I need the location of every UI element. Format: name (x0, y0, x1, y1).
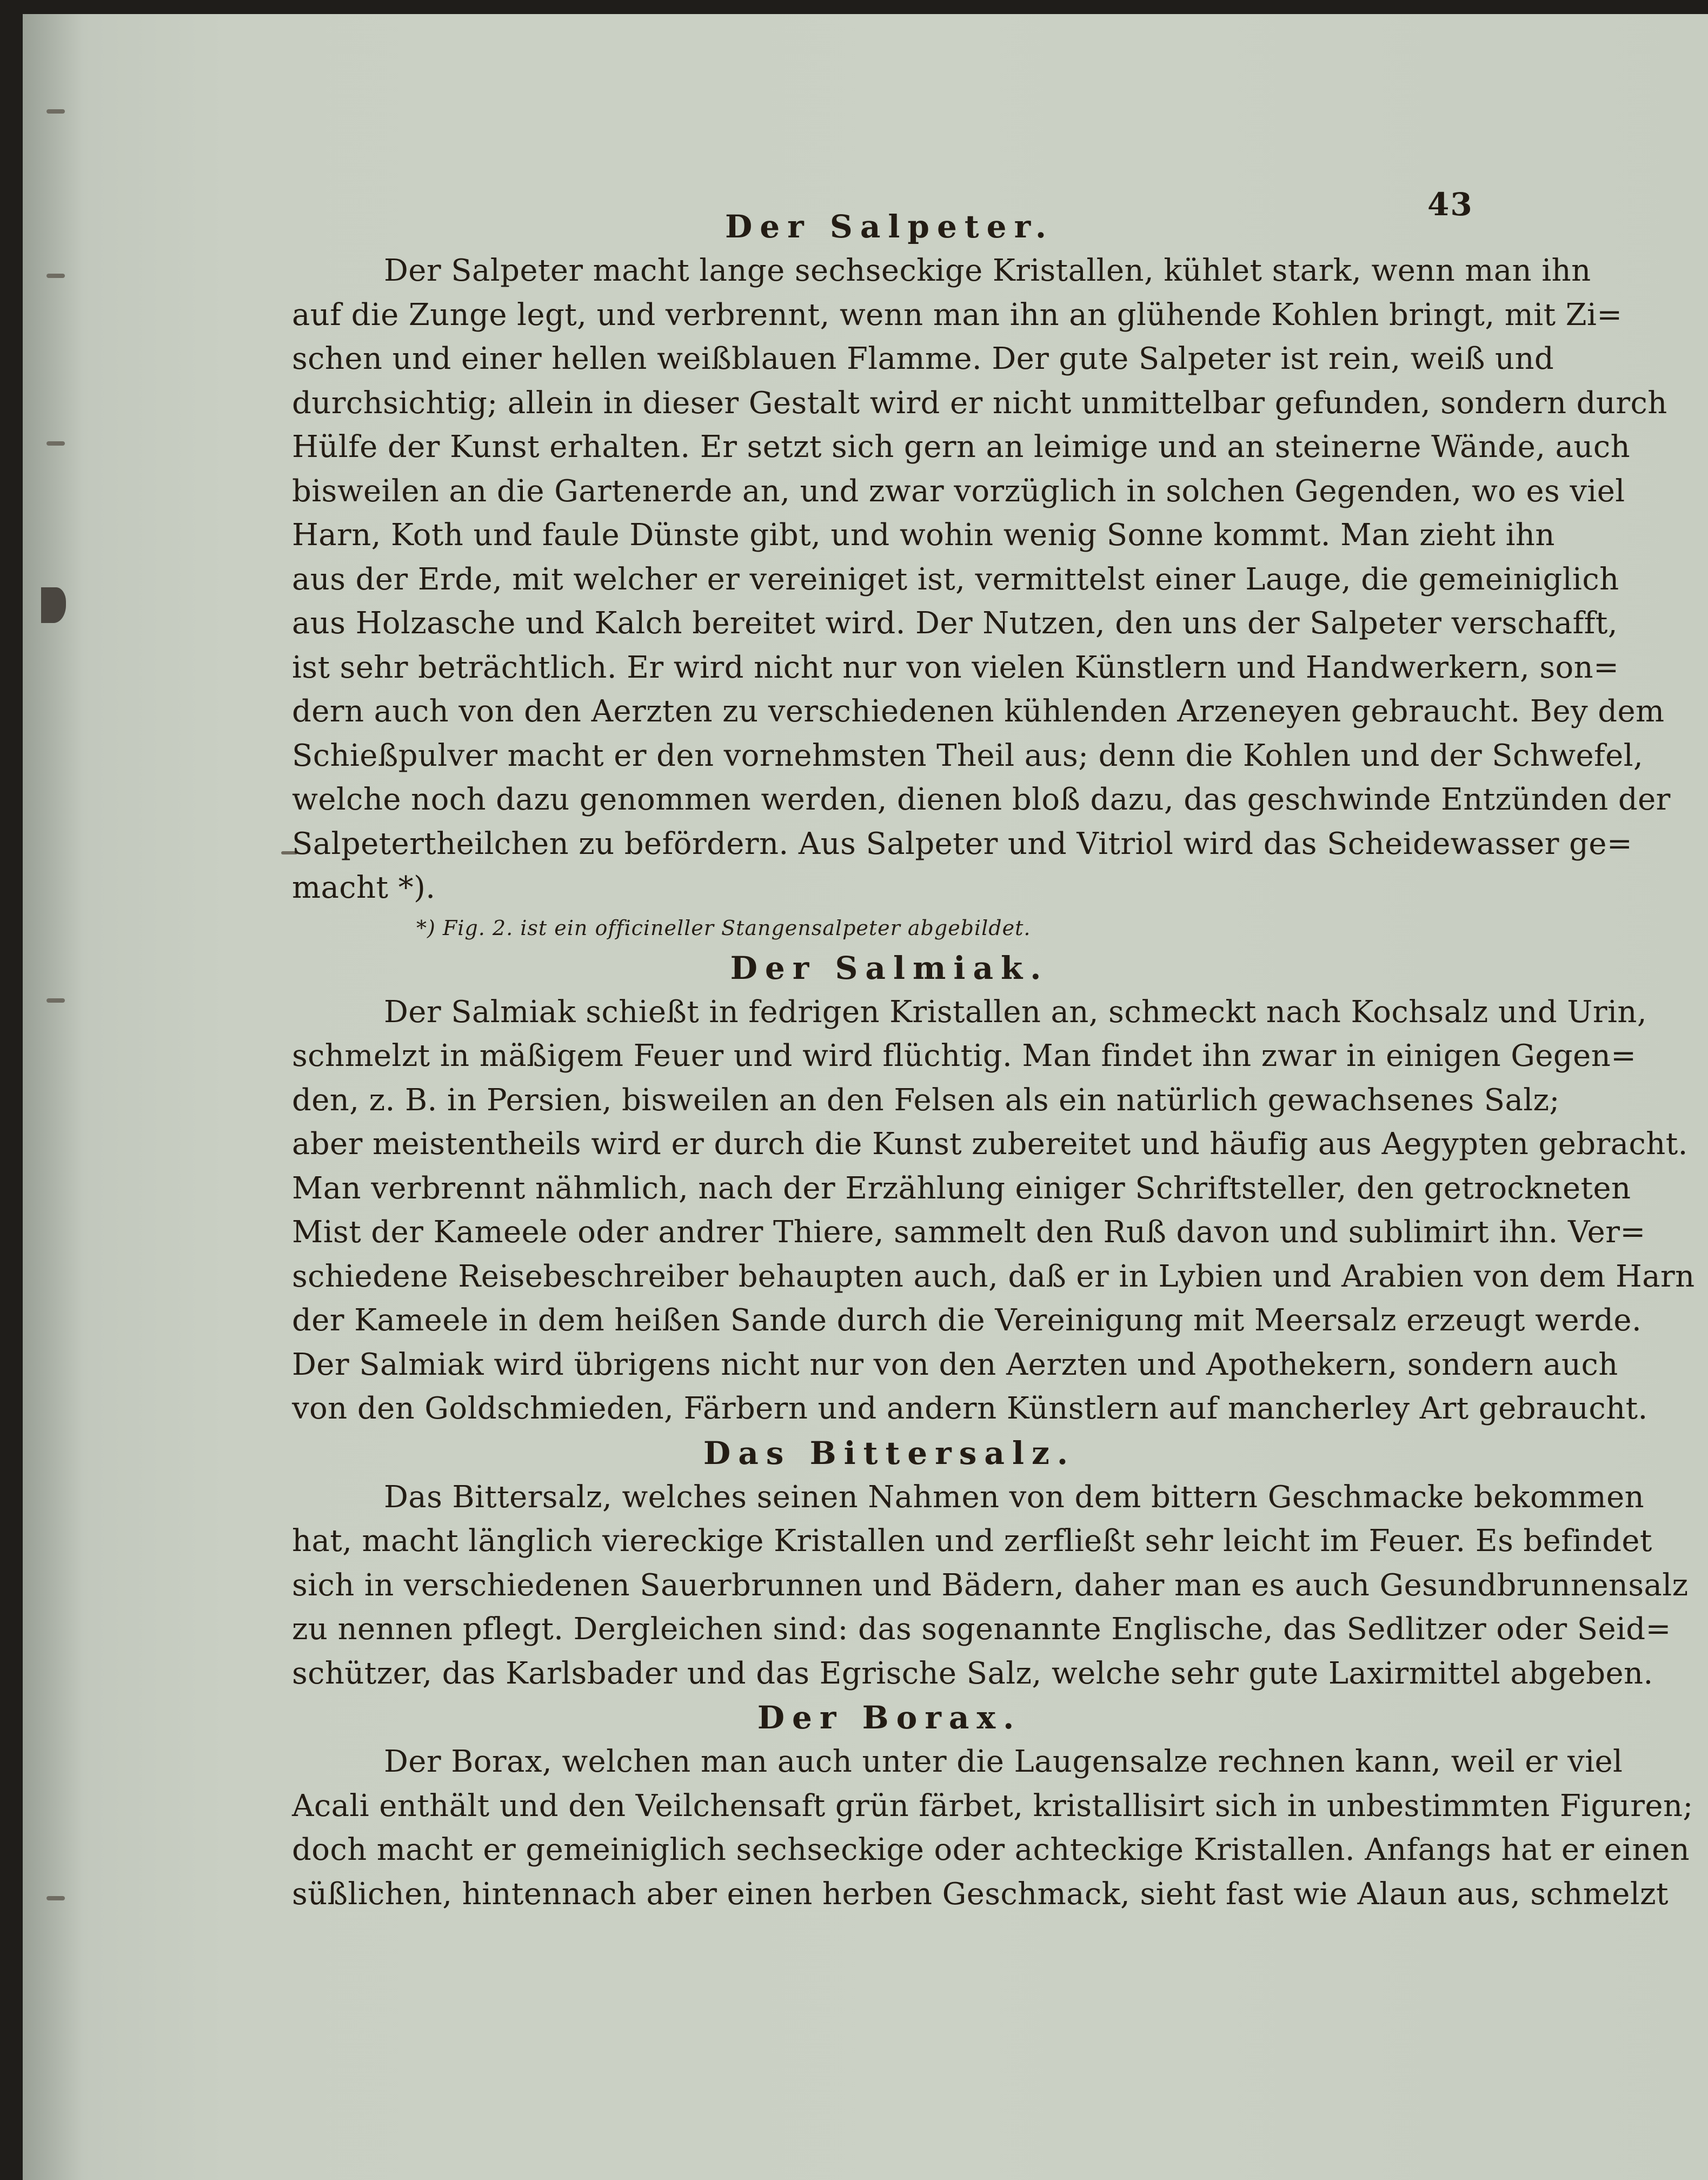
text-line: schen und einer hellen weißblauen Flamme. Der gute Salpeter ist rein, weiß und (292, 341, 1554, 376)
text-line: süßlichen, hintennach aber einen herben Geschmack, sieht fast wie Alaun aus, schmelzt (292, 1876, 1669, 1912)
binding-stitch (46, 441, 65, 446)
text-line: Acali enthält und den Veilchensaft grün färbet, kristallisirt sich in unbestimmten Figuren; (292, 1788, 1693, 1824)
page-number: 43 (1427, 186, 1473, 223)
text-line: ist sehr beträchtlich. Er wird nicht nur von vielen Künstlern und Handwerkern, son= (292, 650, 1619, 685)
binding-stitch (46, 109, 65, 114)
text-line: durchsichtig; allein in dieser Gestalt wird er nicht unmittelbar gefunden, sondern durch (292, 385, 1667, 421)
text-line: den, z. B. in Persien, bisweilen an den Felsen als ein natürlich gewachsenes Salz; (292, 1082, 1560, 1118)
text-line: dern auch von den Aerzten zu verschiedenen kühlenden Arzeneyen gebraucht. Bey dem (292, 694, 1665, 729)
binding-stitch (46, 274, 65, 278)
binding-stitch (46, 998, 65, 1003)
text-line: Hülfe der Kunst erhalten. Er setzt sich gern an leimige und an steinerne Wände, auch (292, 429, 1631, 465)
section-heading-salpeter: Der Salpeter. (725, 208, 1054, 245)
text-line: der Kameele in dem heißen Sande durch die Vereinigung mit Meersalz erzeugt werde. (292, 1303, 1642, 1338)
text-line: aus Holzasche und Kalch bereitet wird. Der Nutzen, den uns der Salpeter verschafft, (292, 606, 1618, 641)
text-line: Salpetertheilchen zu befördern. Aus Salpeter und Vitriol wird das Scheidewasser ge= (292, 826, 1633, 862)
text-line: welche noch dazu genommen werden, dienen bloß dazu, das geschwinde Entzünden der (292, 782, 1671, 817)
footnote: *) Fig. 2. ist ein officineller Stangensalpeter abgebildet. (416, 916, 1031, 940)
text-line: Der Salmiak schießt in fedrigen Kristallen an, schmeckt nach Kochsalz und Urin, (384, 994, 1647, 1030)
binding-tear (41, 587, 66, 623)
book-page (23, 14, 1708, 2180)
text-line: Der Salmiak wird übrigens nicht nur von den Aerzten und Apothekern, sondern auch (292, 1347, 1618, 1382)
text-line: doch macht er gemeiniglich sechseckige oder achteckige Kristallen. Anfangs hat er einen (292, 1832, 1690, 1867)
binding-shadow (23, 14, 82, 2180)
text-line: macht *). (292, 870, 436, 905)
text-line: aus der Erde, mit welcher er vereiniget ist, vermittelst einer Lauge, die gemeiniglich (292, 561, 1619, 597)
text-line: von den Goldschmieden, Färbern und andern Künstlern auf mancherley Art gebraucht. (292, 1391, 1648, 1426)
text-line: sich in verschiedenen Sauerbrunnen und Bädern, daher man es auch Gesundbrunnensalz (292, 1567, 1689, 1603)
text-line: hat, macht länglich viereckige Kristallen und zerfließt sehr leicht im Feuer. Es befindet (292, 1523, 1652, 1559)
text-line: Harn, Koth und faule Dünste gibt, und wohin wenig Sonne kommt. Man zieht ihn (292, 518, 1555, 553)
section-heading-salmiak: Der Salmiak. (730, 949, 1049, 986)
text-line: Der Salpeter macht lange sechseckige Kristallen, kühlet stark, wenn man ihn (384, 253, 1591, 288)
text-line: schiedene Reisebeschreiber behaupten auch, daß er in Lybien und Arabien von dem Harn (292, 1258, 1695, 1294)
text-line: Der Borax, welchen man auch unter die Laugensalze rechnen kann, weil er viel (384, 1744, 1623, 1779)
text-line: schmelzt in mäßigem Feuer und wird flüchtig. Man findet ihn zwar in einigen Gegen= (292, 1038, 1637, 1074)
text-line: zu nennen pflegt. Dergleichen sind: das sogenannte Englische, das Sedlitzer oder Seid= (292, 1612, 1671, 1647)
section-heading-borax: Der Borax. (757, 1699, 1022, 1736)
text-body (292, 204, 1695, 1916)
text-line: auf die Zunge legt, und verbrennt, wenn man ihn an glühende Kohlen bringt, mit Zi= (292, 297, 1623, 333)
text-line: Man verbrennt nähmlich, nach der Erzählung einiger Schriftsteller, den getrockneten (292, 1170, 1631, 1206)
text-line: schützer, das Karlsbader und das Egrische Salz, welche sehr gute Laxirmittel abgeben. (292, 1655, 1653, 1691)
text-line: Mist der Kameele oder andrer Thiere, sammelt den Ruß davon und sublimirt ihn. Ver= (292, 1215, 1646, 1250)
text-line: bisweilen an die Gartenerde an, und zwar vorzüglich in solchen Gegenden, wo es viel (292, 473, 1625, 509)
binding-stitch (46, 1896, 65, 1900)
section-heading-bittersalz: Das Bittersalz. (703, 1434, 1076, 1472)
text-line: aber meistentheils wird er durch die Kunst zubereitet und häufig aus Aegypten gebracht. (292, 1127, 1688, 1162)
text-line: Schießpulver macht er den vornehmsten Theil aus; denn die Kohlen und der Schwefel, (292, 738, 1644, 773)
text-line: Das Bittersalz, welches seinen Nahmen von dem bittern Geschmacke bekommen (384, 1479, 1645, 1515)
